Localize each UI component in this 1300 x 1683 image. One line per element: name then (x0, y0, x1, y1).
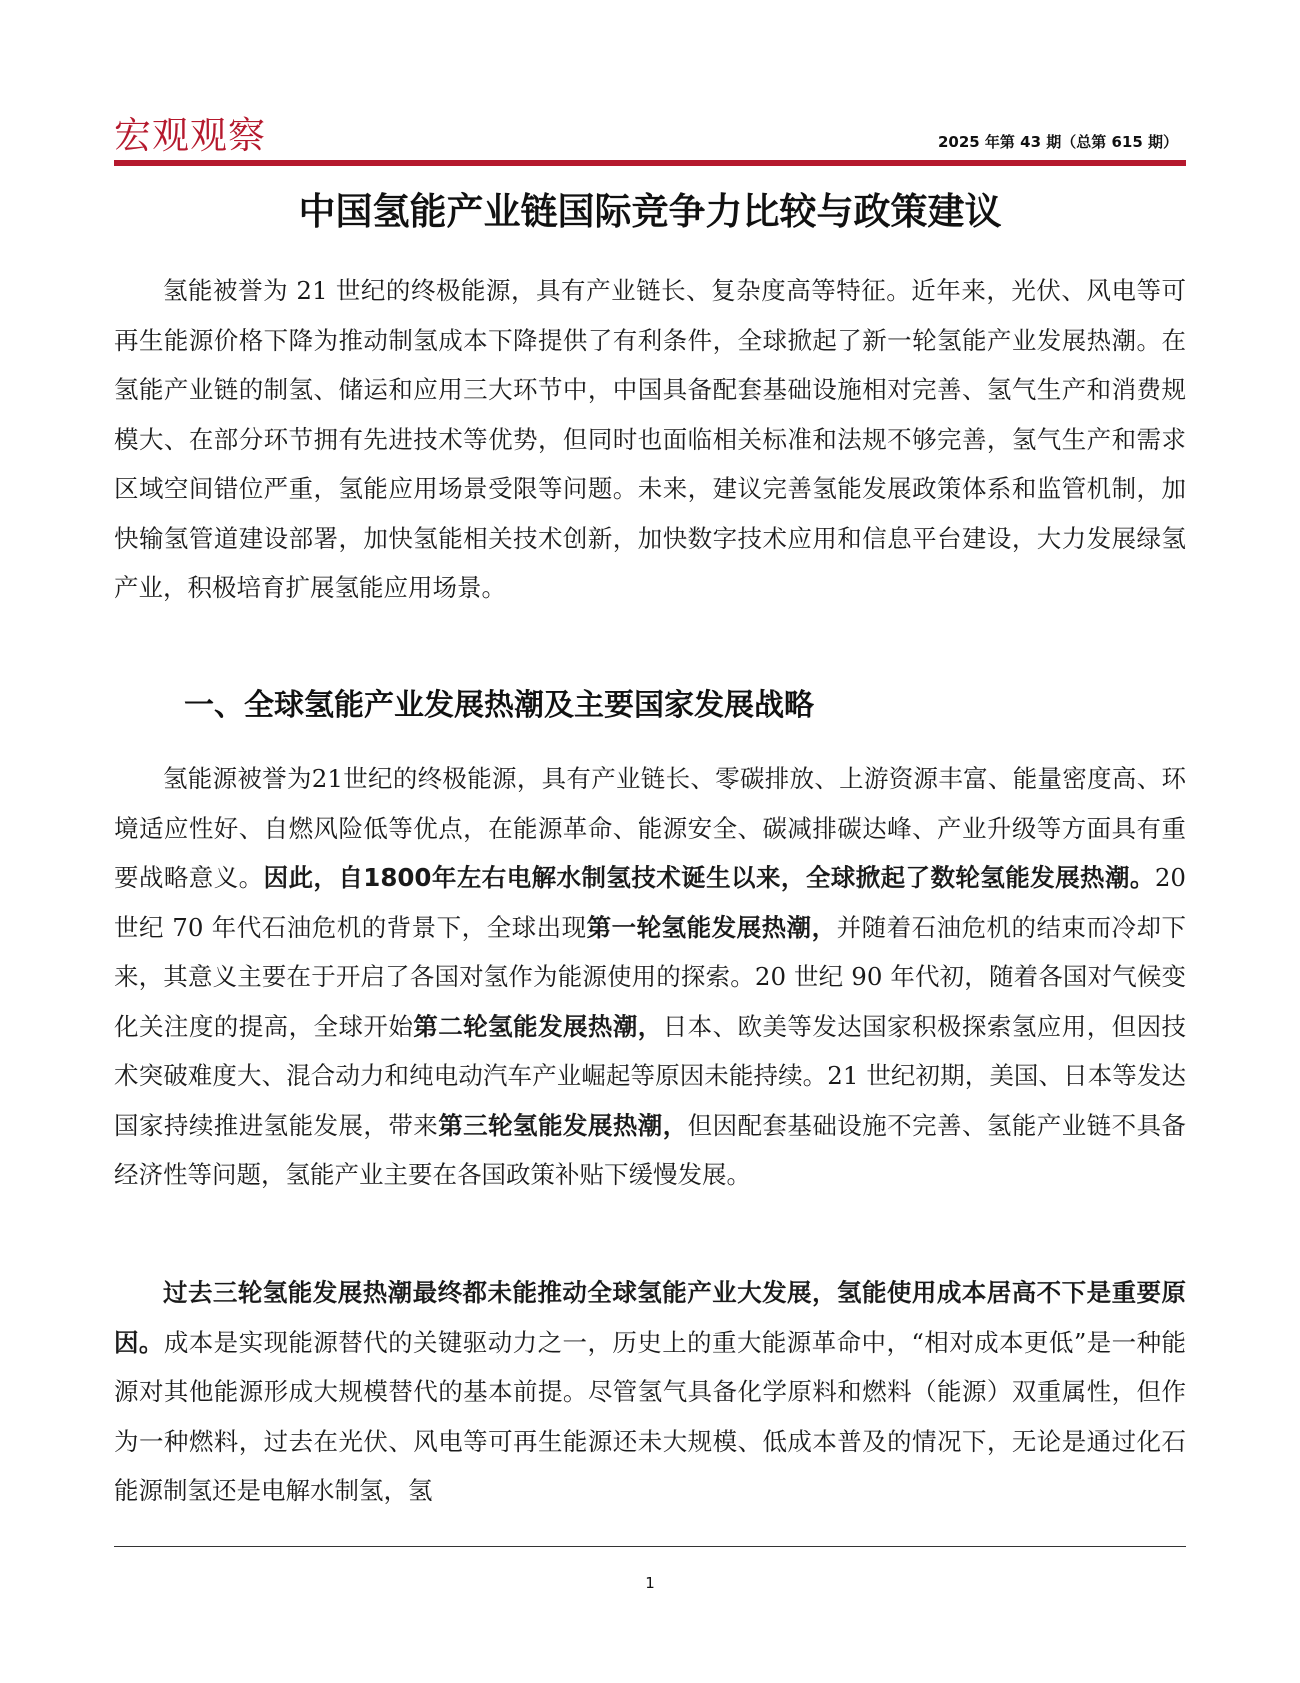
section-paragraph (114, 1268, 1186, 1516)
paragraph-text: 日本、欧美等发达国家积极探索氢应用，但因技术突破难度大、混合动力和纯电动汽车产业崛起等原因未能持续。21 世纪初期，美国、日本等发达国家持续推进氢能发展，带来 (114, 1011, 1187, 1140)
bold-text: 因此，自1800年左右电解水制氢技术诞生以来，全球掀起了数轮氢能发展热潮。 (263, 863, 1155, 892)
paragraph-text: 氢能源被誉为21世纪的终极能源，具有产业链长、零碳排放、上游资源丰富、能量密度高、环境适应性好、自燃风险低等优点，在能源革命、能源安全、碳减排碳达峰、产业升级等方面具有重要战略意义。 (114, 764, 1186, 892)
footer-divider (114, 1546, 1186, 1547)
section-heading: 一、全球氢能产业发展热潮及主要国家发展战略 (184, 688, 814, 723)
bold-text: 过去三轮氢能发展热潮最终都未能推动全球氢能产业大发展，氢能使用成本居高不下是重要原因。 (114, 1278, 1186, 1357)
header-divider (114, 160, 1186, 166)
paragraph-text: 20 世纪 70 年代石油危机的背景下，全球出现 (114, 863, 1187, 942)
bold-text: 第一轮氢能发展热潮， (586, 912, 837, 942)
paragraph-text: 成本是实现能源替代的关键驱动力之一，历史上的重大能源革命中，“相对成本更低”是一种能源对其他能源形成大规模替代的基本前提。尽管氢气具备化学原料和燃料（能源）双重属性，但作为一种燃料，过去在光伏、风电等可再生能源还未大规模、低成本普及的情况下，无论是通过化石能源制氢还是电解水制氢，氢 (114, 1327, 1187, 1505)
page-number: 1 (645, 1574, 655, 1592)
paragraph-text: 但因配套基础设施不完善、氢能产业链不具备经济性等问题，氢能产业主要在各国政策补贴下缓慢发展。 (114, 1110, 1187, 1189)
bold-text: 第三轮氢能发展热潮， (438, 1110, 688, 1140)
bold-text: 第二轮氢能发展热潮， (413, 1011, 663, 1041)
document-title: 中国氢能产业链国际竞争力比较与政策建议 (298, 190, 1002, 233)
paragraph-text: 并随着石油危机的结束而冷却下来，其意义主要在于开启了各国对氢作为能源使用的探索。20 世纪 90 年代初，随着各国对气候变化关注度的提高，全球开始 (114, 912, 1187, 1041)
document-page (114, 0, 1186, 1683)
masthead-title: 宏观观察 (114, 114, 266, 157)
issue-number: 2025 年第 43 期（总第 615 期） (937, 133, 1178, 151)
section-paragraph (114, 754, 1186, 1200)
abstract-paragraph: 氢能被誉为 21 世纪的终极能源，具有产业链长、复杂度高等特征。近年来，光伏、风电等可再生能源价格下降为推动制氢成本下降提供了有利条件，全球掀起了新一轮氢能产业发展热潮。在氢能产业链的制氢、储运和应用三大环节中，中国具备配套基础设施相对完善、氢气生产和消费规模大、在部分环节拥有先进技术等优势，但同时也面临相关标准和法规不够完善，氢气生产和需求区域空间错位严重，氢能应用场景受限等问题。未来，建议完善氢能发展政策体系和监管机制，加快输氢管道建设部署，加快氢能相关技术创新，加快数字技术应用和信息平台建设，大力发展绿氢产业，积极培育扩展氢能应用场景。 (114, 276, 1186, 602)
page-header (114, 110, 1186, 166)
